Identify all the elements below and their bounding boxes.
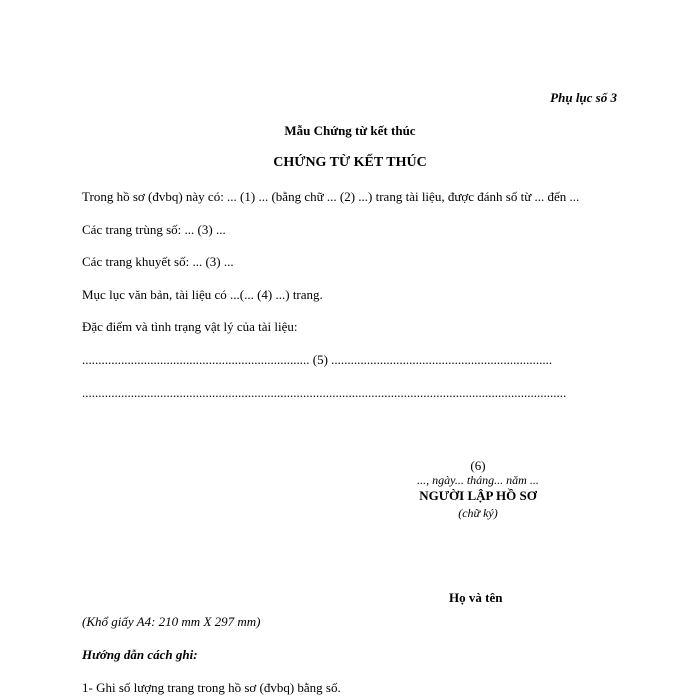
body-line-duplicate-pages: Các trang trùng số: ... (3) ...	[82, 222, 226, 237]
paper-size-note: (Khổ giấy A4: 210 mm X 297 mm)	[82, 614, 261, 629]
body-line-dotted-fill-5: ...................................................................... (5) ....................................................................	[82, 352, 553, 367]
appendix-label: Phụ lục số 3	[550, 90, 617, 105]
signature-role: NGƯỜI LẬP HỒ SƠ	[419, 488, 537, 503]
fullname-label: Họ và tên	[449, 590, 503, 605]
signature-date-line: ..., ngày... tháng... năm ...	[417, 473, 539, 487]
body-line-index-pages: Mục lục văn bản, tài liệu có ...(... (4) ...) trang.	[82, 287, 323, 302]
body-line-dotted-fill: .....................................................................................................................................................	[82, 385, 567, 400]
signature-note: (chữ ký)	[458, 506, 498, 520]
guide-heading: Hướng dẫn cách ghi:	[82, 647, 198, 662]
guide-item: 1- Ghi số lượng trang trong hồ sơ (đvbq) bằng số.	[82, 680, 341, 695]
body-line-physical-condition: Đặc điểm và tình trạng vật lý của tài liệu:	[82, 319, 298, 334]
body-line-missing-pages: Các trang khuyết số: ... (3) ...	[82, 254, 234, 269]
form-name: Mẫu Chứng từ kết thúc	[284, 123, 416, 138]
body-line-page-count: Trong hồ sơ (đvbq) này có: ... (1) ... (bằng chữ ... (2) ...) trang tài liệu, được đánh số từ ... đến ...	[82, 189, 580, 204]
signature-number: (6)	[470, 458, 486, 473]
document-title: CHỨNG TỪ KẾT THÚC	[273, 155, 427, 170]
